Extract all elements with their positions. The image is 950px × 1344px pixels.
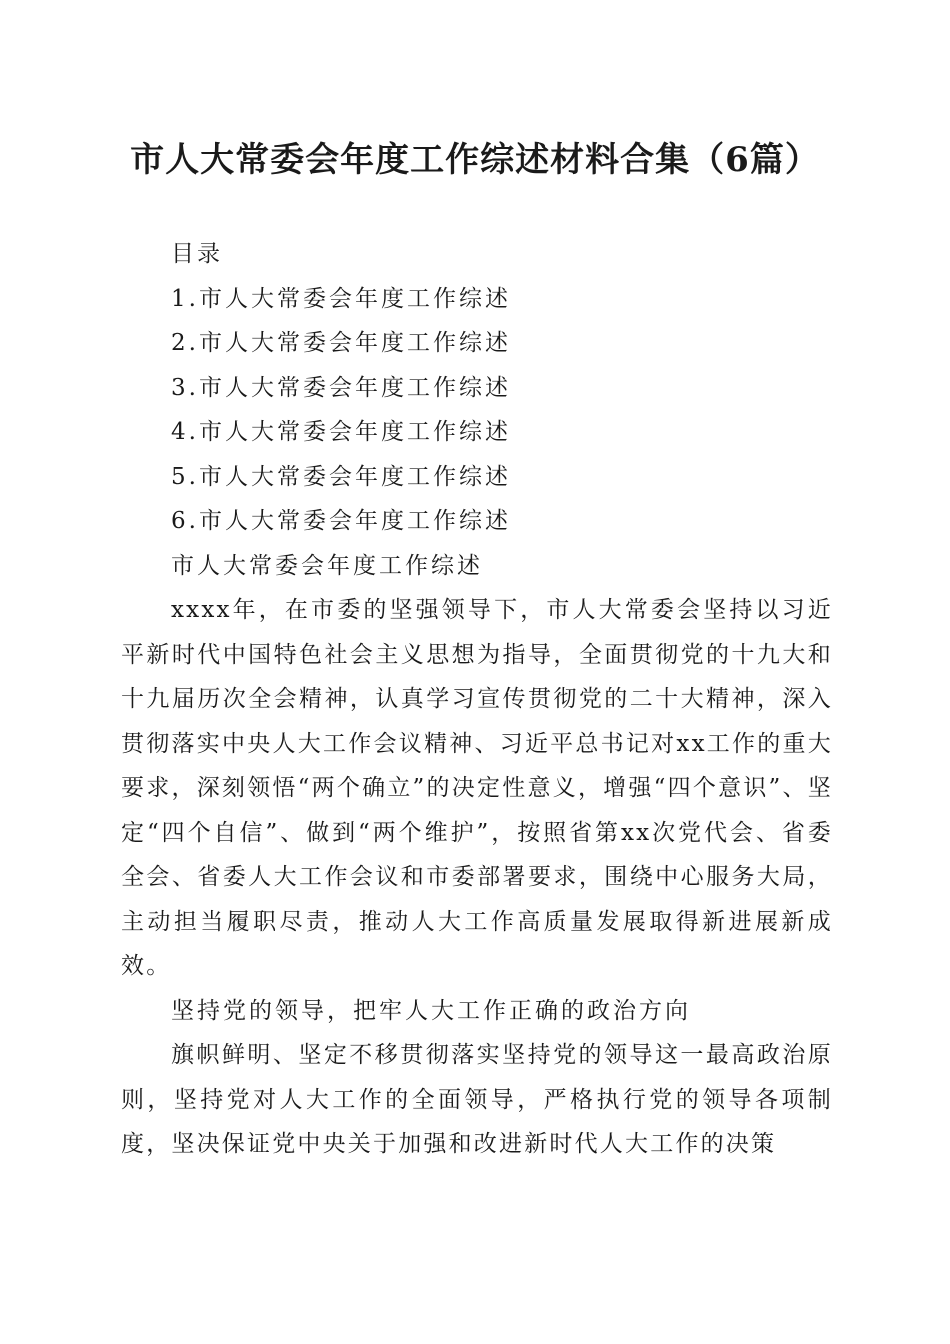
body-paragraph: 旗帜鲜明、坚定不移贯彻落实坚持党的领导这一最高政治原则，坚持党对人大工作的全面领导，严格执行党的领导各项制度，坚决保证党中央关于加强和改进新时代人大工作的决策 <box>121 1042 833 1157</box>
body-paragraph: xxxx年，在市委的坚强领导下，市人大常委会坚持以习近平新时代中国特色社会主义思想为指导，全面贯彻党的十九大和十九届历次全会精神，认真学习宣传贯彻党的二十大精神，深入贯彻落实中央人大工作会议精神、习近平总书记对xx工作的重大要求，深刻领悟“两个确立”的决定性意义，增强“四个意识”、坚定“四个自信”、做到“两个维护”，按照省第xx次党代会、省委全会、省委人大工作会议和市委部署要求，围绕中心服务大局，主动担当履职尽责，推动人大工作高质量发展取得新进展新成效。 <box>121 597 833 979</box>
subsection-heading: 坚持党的领导，把牢人大工作正确的政治方向 <box>171 997 691 1024</box>
body-text <box>121 588 833 1167</box>
table-of-contents <box>171 232 871 588</box>
toc-item: 3.市人大常委会年度工作综述 <box>171 374 511 401</box>
toc-item: 2.市人大常委会年度工作综述 <box>171 330 511 356</box>
section-title: 市人大常委会年度工作综述 <box>171 552 483 579</box>
toc-heading: 目录 <box>171 241 223 267</box>
toc-item: 1.市人大常委会年度工作综述 <box>171 285 511 312</box>
toc-item: 6.市人大常委会年度工作综述 <box>171 508 511 534</box>
toc-item: 4.市人大常委会年度工作综述 <box>171 419 511 445</box>
document-title: 市人大常委会年度工作综述材料合集（6篇） <box>130 140 820 180</box>
toc-item: 5.市人大常委会年度工作综述 <box>171 463 511 490</box>
